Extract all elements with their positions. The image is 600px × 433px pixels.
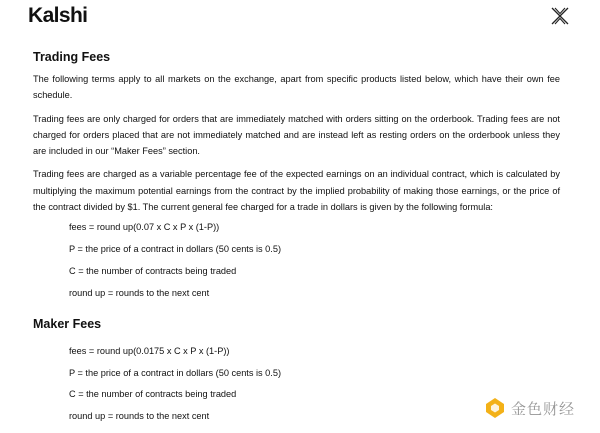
maker-fee-formula	[33, 346, 560, 422]
formula-line: round up = rounds to the next cent	[69, 287, 210, 298]
formula-line: fees = round up(0.0175 x C x P x (1-P))	[69, 345, 230, 356]
close-button[interactable]	[549, 5, 571, 27]
maker-fees-section	[33, 316, 560, 422]
formula-line: C = the number of contracts being traded	[69, 389, 237, 400]
trading-fees-heading: Trading Fees	[33, 50, 111, 64]
watermark	[484, 397, 575, 419]
formula-line: round up = rounds to the next cent	[69, 411, 210, 422]
formula-line: P = the price of a contract in dollars (50 cents is 0.5)	[69, 367, 282, 378]
trading-fee-formula	[33, 222, 560, 298]
maker-fees-heading: Maker Fees	[33, 316, 102, 331]
formula-line: fees = round up(0.07 x C x P x (1-P))	[69, 222, 220, 233]
intro-paragraph: The following terms apply to all markets on the exchange, apart from specific products listed below, which have their own fee schedule.	[33, 74, 560, 101]
trading-fees-section	[33, 49, 560, 299]
watermark-text: 金色财经	[511, 399, 576, 418]
fee-schedule-content	[33, 49, 560, 433]
formula-line: P = the price of a contract in dollars (50 cents is 0.5)	[69, 244, 282, 255]
formula-paragraph: Trading fees are charged as a variable percentage fee of the expected earnings on an individual contract, which is calculated by multiplying the maximum potential earnings from the contract by the implied probability of making those earnings, or the price of the contract divided by $1. The current general fee charged for a trade in dollars is given by the following formula:	[33, 169, 560, 213]
jinse-logo-icon	[484, 397, 506, 419]
formula-line: C = the number of contracts being traded	[69, 265, 237, 276]
matching-paragraph: Trading fees are only charged for orders that are immediately matched with orders sitting on the orderbook. Trading fees are not charged for orders placed that are not immediately matched and are instead left as resting orders on the orderbook unless they are included in our “Maker Fees” section.	[33, 113, 560, 157]
kalshi-logo: Kalshi	[28, 4, 88, 27]
close-x-icon	[549, 5, 571, 27]
